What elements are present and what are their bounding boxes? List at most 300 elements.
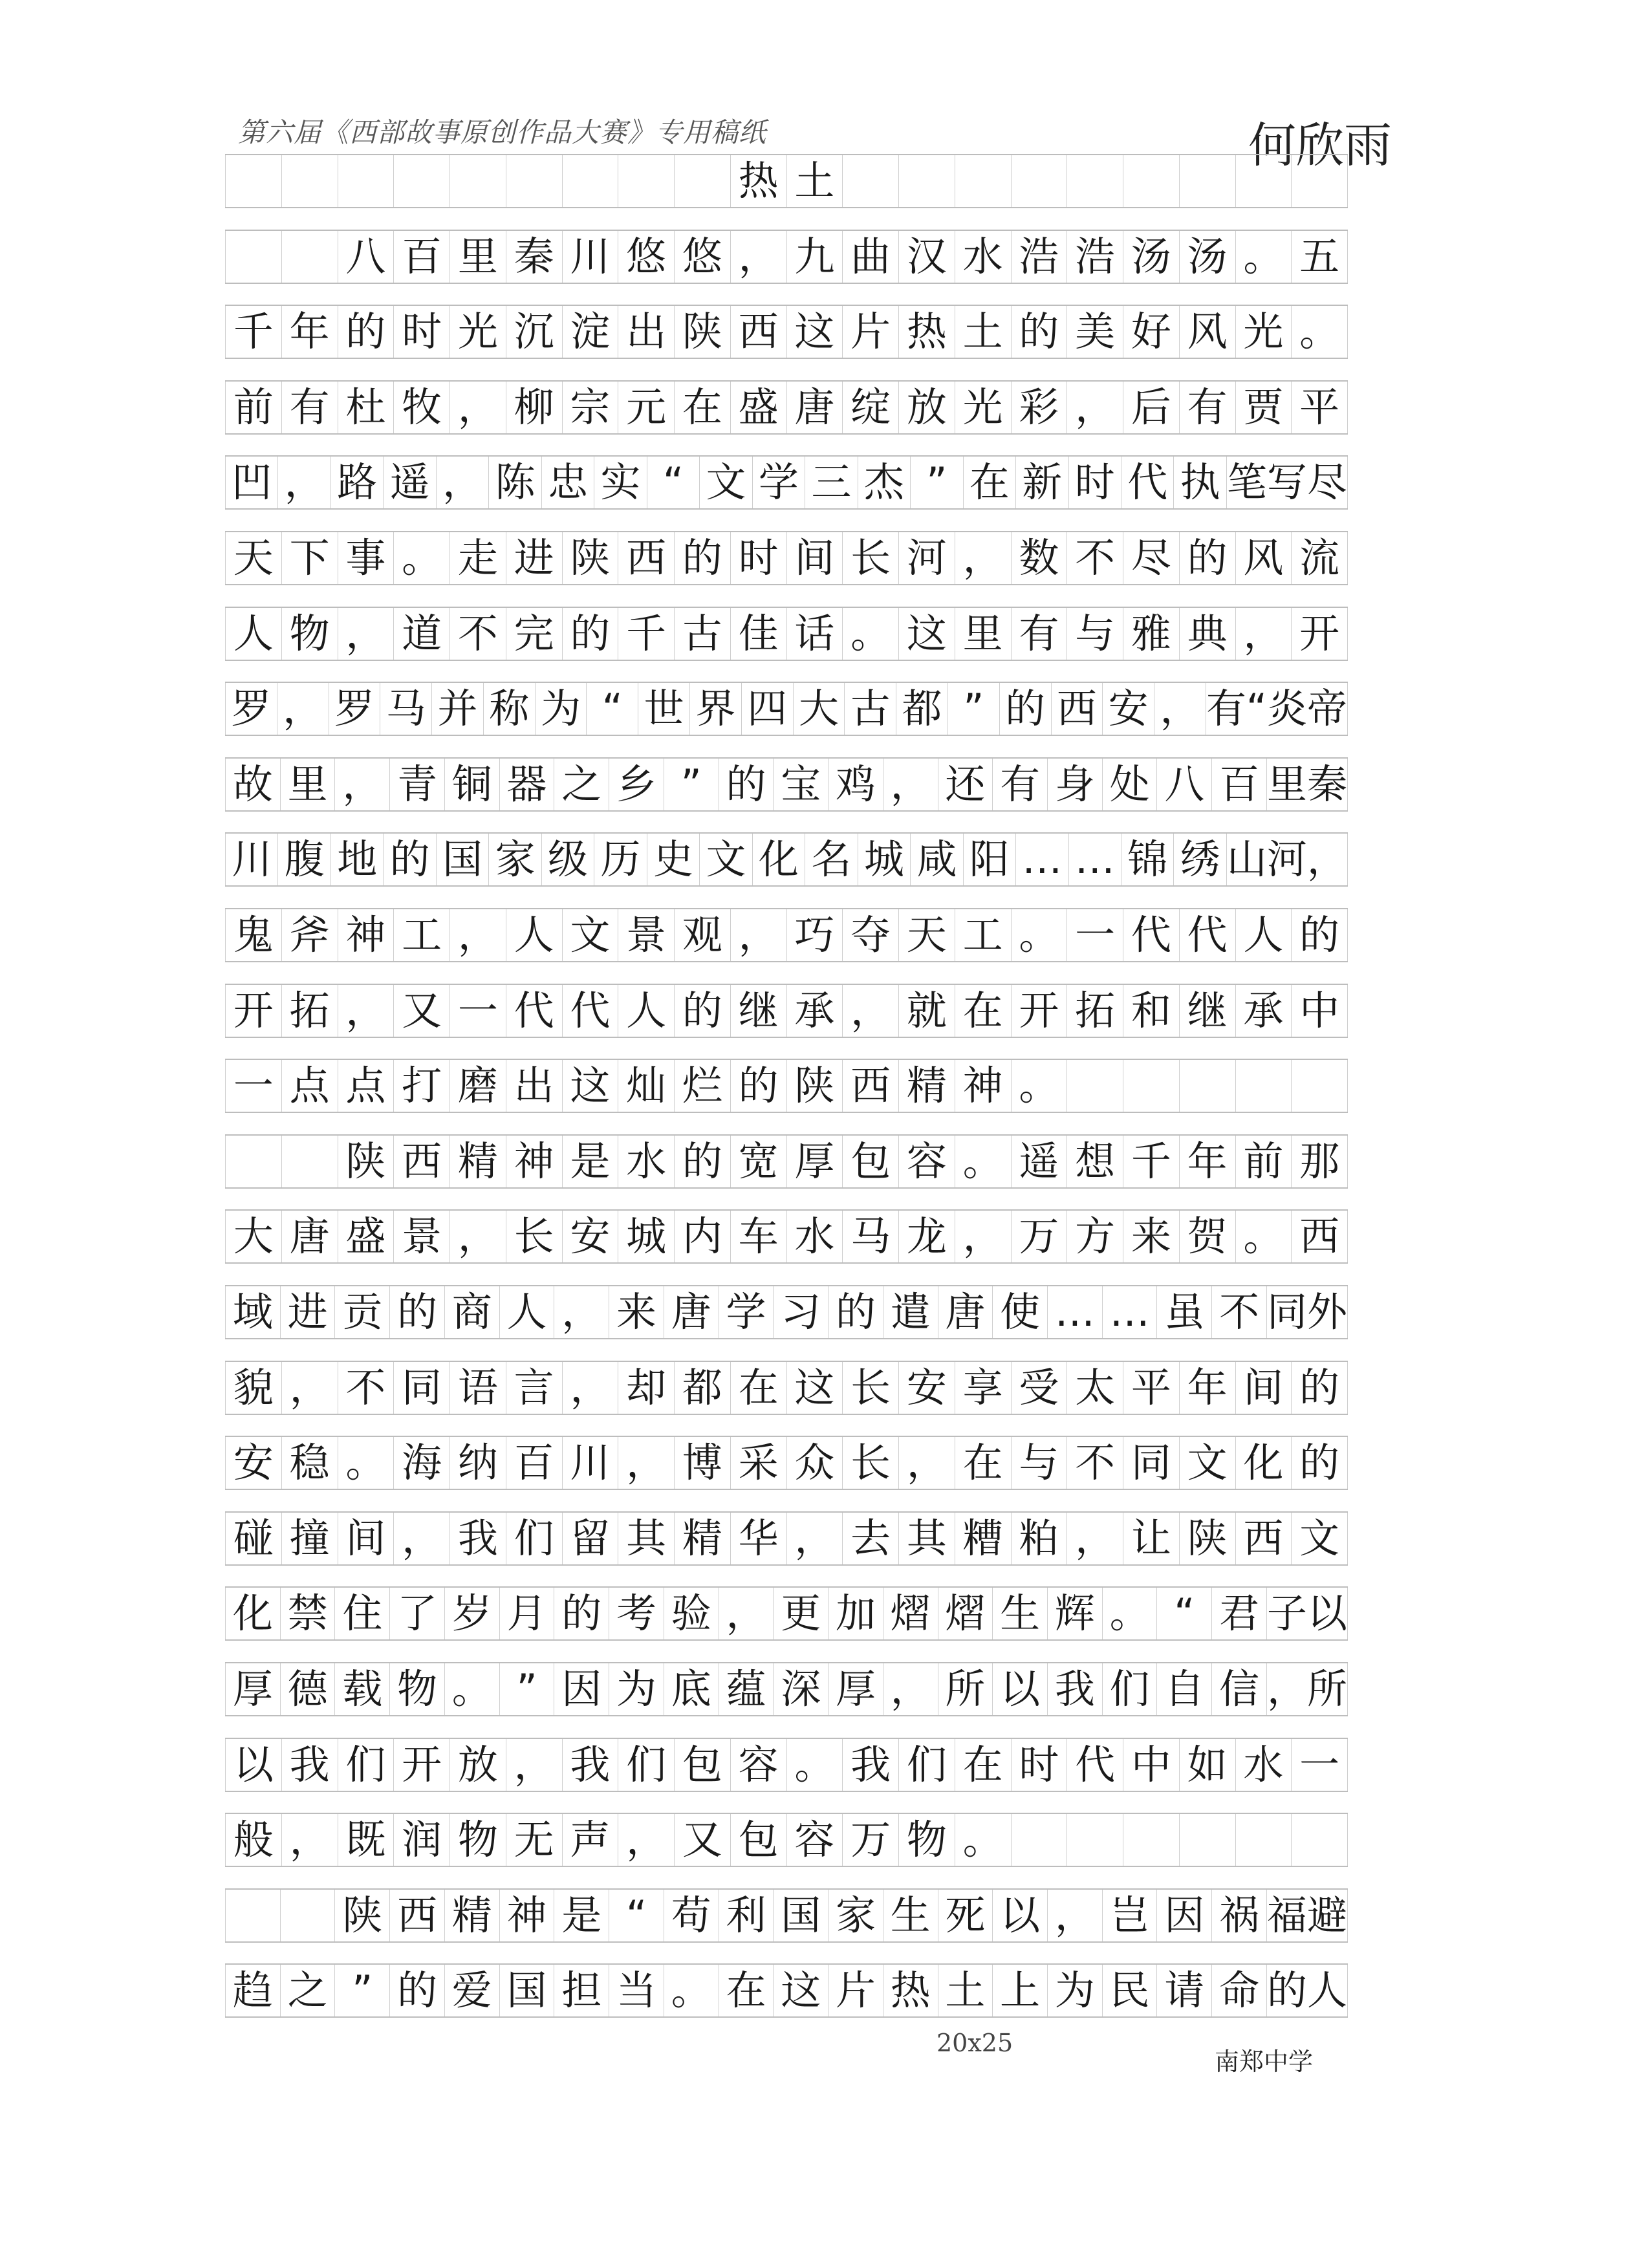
grid-cell: 热 (730, 155, 786, 207)
grid-row (225, 1436, 1348, 1490)
grid-cell: 光 (1235, 306, 1292, 358)
grid-cell: 同 (1123, 1437, 1179, 1489)
grid-cell: … (1102, 1286, 1157, 1338)
grid-cell: 西 (730, 306, 786, 358)
grid-cell: 鬼 (225, 909, 281, 961)
grid-cell: 沉 (506, 306, 562, 358)
grid-cell: 习 (773, 1286, 828, 1338)
grid-cell: 中 (1123, 1739, 1179, 1791)
grid-cell: 曲 (842, 231, 898, 283)
grid-cell: 利 (719, 1890, 774, 1941)
grid-cell: 。 (393, 532, 449, 584)
grid-cell: 绣 (1173, 834, 1226, 885)
grid-cell: 都 (674, 1362, 730, 1414)
grid-cell: 水 (955, 231, 1011, 283)
grid-row (225, 455, 1348, 510)
grid-cell: ， (730, 909, 786, 961)
grid-cell: 海 (393, 1437, 449, 1489)
grid-cell: 的 (1291, 909, 1348, 961)
grid-cell (393, 155, 449, 207)
grid-cell: ， (506, 1739, 562, 1791)
grid-cell: “ (609, 1890, 664, 1941)
grid-cell: 间 (1235, 1362, 1292, 1414)
grid-cell: 贺 (1179, 1211, 1235, 1262)
grid-cell: 声 (562, 1814, 618, 1866)
grid-cell (674, 155, 730, 207)
grid-cell: 唐 (938, 1286, 993, 1338)
grid-cell: 们 (1102, 1663, 1157, 1715)
grid-cell: 大 (225, 1211, 281, 1262)
grid-cell: 辉 (1047, 1588, 1102, 1639)
grid-row (225, 1511, 1348, 1566)
grid-cell: 级 (541, 834, 594, 885)
grid-cell: 里 (955, 608, 1011, 660)
grid-cell: 风 (1235, 532, 1292, 584)
grid-cell: 西 (389, 1890, 444, 1941)
grid-cell: … (1068, 834, 1121, 885)
grid-cell: 处 (1102, 759, 1157, 810)
grid-cell: 之 (280, 1965, 335, 2016)
grid-cell: 打 (393, 1060, 449, 1112)
grid-cell: 在 (955, 985, 1011, 1037)
grid-cell: 西 (842, 1060, 898, 1112)
grid-cell (449, 155, 506, 207)
grid-cell: 秦 (506, 231, 562, 283)
grid-row (225, 984, 1348, 1038)
grid-cell: ， (955, 1211, 1011, 1262)
grid-cell: 万 (1011, 1211, 1067, 1262)
grid-cell: 们 (898, 1739, 955, 1791)
grid-row (225, 1662, 1348, 1716)
grid-cell: 时 (1011, 1739, 1067, 1791)
grid-cell: 巧 (786, 909, 843, 961)
grid-cell: 有 (281, 382, 338, 433)
grid-cell (562, 155, 618, 207)
grid-cell: 熠 (883, 1588, 938, 1639)
grid-cell: 铜 (444, 759, 499, 810)
grid-cell: 稳 (281, 1437, 338, 1489)
grid-cell: 们 (618, 1739, 674, 1791)
grid-cell (1235, 155, 1292, 207)
grid-cell: “ (586, 683, 638, 735)
grid-cell: 是 (562, 1136, 618, 1187)
grid-cell: 去 (842, 1513, 898, 1564)
manuscript-grid (225, 154, 1348, 2020)
grid-cell: 万 (842, 1814, 898, 1866)
grid-cell: ， (883, 759, 938, 810)
grid-cell: 和 (1123, 985, 1179, 1037)
grid-cell: 安 (225, 1437, 281, 1489)
grid-cell (280, 1890, 335, 1941)
grid-cell: 物 (281, 608, 338, 660)
grid-cell: 。 (1011, 909, 1067, 961)
grid-cell: 片 (828, 1965, 883, 2016)
grid-cell: 宗 (562, 382, 618, 433)
grid-cell: 住 (334, 1588, 389, 1639)
grid-cell: 陕 (562, 532, 618, 584)
grid-cell: 物 (449, 1814, 506, 1866)
grid-cell: 物 (389, 1663, 444, 1715)
grid-cell: 包 (674, 1739, 730, 1791)
grid-row (225, 757, 1348, 812)
grid-cell: ， (1047, 1890, 1102, 1941)
grid-cell: 请 (1156, 1965, 1211, 2016)
grid-cell: 时 (730, 532, 786, 584)
grid-cell: ， (334, 759, 389, 810)
grid-cell: 汉 (898, 231, 955, 283)
grid-cell: ， (338, 608, 394, 660)
grid-cell: 的 (338, 306, 394, 358)
grid-cell: 禁 (280, 1588, 335, 1639)
grid-cell: ， (1067, 1513, 1123, 1564)
grid-cell: 龙 (898, 1211, 955, 1262)
grid-cell: 西 (1235, 1513, 1292, 1564)
grid-cell: 学 (719, 1286, 774, 1338)
grid-cell: 代 (1067, 1739, 1123, 1791)
grid-cell: 前 (1235, 1136, 1292, 1187)
grid-cell: 苟 (664, 1890, 719, 1941)
grid-cell: 九 (786, 231, 843, 283)
grid-row (225, 1963, 1348, 2018)
grid-cell: 在 (955, 1437, 1011, 1489)
grid-cell: 长 (842, 1362, 898, 1414)
grid-cell: 其 (898, 1513, 955, 1564)
grid-cell: 名 (805, 834, 857, 885)
grid-cell (1123, 1060, 1179, 1112)
grid-cell: 景 (618, 909, 674, 961)
grid-cell: 。 (338, 1437, 394, 1489)
grid-cell: 遥 (1011, 1136, 1067, 1187)
grid-cell: 贡 (334, 1286, 389, 1338)
grid-cell: 古 (674, 608, 730, 660)
grid-cell: 城 (618, 1211, 674, 1262)
grid-cell: “ (647, 457, 699, 508)
grid-cell: 神 (499, 1890, 554, 1941)
grid-cell: ， (449, 382, 506, 433)
grid-cell: 我 (281, 1739, 338, 1791)
grid-cell: 长 (842, 1437, 898, 1489)
grid-row (225, 908, 1348, 962)
grid-cell: 安 (1102, 683, 1154, 735)
grid-cell: 为 (609, 1663, 664, 1715)
grid-cell: 民 (1102, 1965, 1157, 2016)
grid-cell: 西 (393, 1136, 449, 1187)
grid-cell: 柳 (506, 382, 562, 433)
grid-cell: 遣 (883, 1286, 938, 1338)
grid-cell: 雅 (1123, 608, 1179, 660)
grid-cell: 安 (562, 1211, 618, 1262)
grid-cell: 所 (938, 1663, 993, 1715)
grid-cell: 古 (844, 683, 896, 735)
grid-cell: 光 (449, 306, 506, 358)
grid-cell: 其 (618, 1513, 674, 1564)
grid-cell: 汤 (1123, 231, 1179, 283)
grid-cell: 精 (449, 1136, 506, 1187)
grid-cell: 家 (828, 1890, 883, 1941)
grid-cell: 水 (786, 1211, 843, 1262)
grid-cell: 典 (1179, 608, 1235, 660)
grid-cell: 物 (898, 1814, 955, 1866)
grid-cell: 间 (338, 1513, 394, 1564)
grid-cell: 不 (1067, 532, 1123, 584)
grid-row (225, 1134, 1348, 1189)
grid-cell: 遥 (383, 457, 435, 508)
grid-cell: 间 (786, 532, 843, 584)
grid-cell: 化 (752, 834, 805, 885)
grid-cell: 继 (730, 985, 786, 1037)
grid-cell: 在 (719, 1965, 774, 2016)
grid-cell: 唐 (786, 382, 843, 433)
grid-cell: 文 (562, 909, 618, 961)
grid-cell: 命 (1211, 1965, 1266, 2016)
grid-cell: 上 (992, 1965, 1047, 2016)
grid-cell: 般 (225, 1814, 281, 1866)
grid-cell: 。 (1235, 1211, 1292, 1262)
grid-cell: 国 (499, 1965, 554, 2016)
grid-cell: 绽 (842, 382, 898, 433)
grid-cell: ， (281, 1814, 338, 1866)
grid-cell: ， (618, 1437, 674, 1489)
grid-cell: 众 (786, 1437, 843, 1489)
grid-cell: 不 (338, 1362, 394, 1414)
grid-cell: 佳 (730, 608, 786, 660)
grid-cell: 陕 (334, 1890, 389, 1941)
grid-cell: 福避 (1266, 1890, 1348, 1941)
grid-cell: 界 (689, 683, 741, 735)
grid-cell: 。 (786, 1739, 843, 1791)
grid-cell: 千 (1123, 1136, 1179, 1187)
grid-cell: 片 (842, 306, 898, 358)
grid-cell: ， (1235, 608, 1292, 660)
grid-cell: 月 (499, 1588, 554, 1639)
grid-cell: 长 (842, 532, 898, 584)
grid-cell: 八 (1156, 759, 1211, 810)
grid-cell: 的人 (1266, 1965, 1348, 2016)
grid-row (225, 380, 1348, 435)
grid-cell (842, 155, 898, 207)
grid-cell: 。 (955, 1136, 1011, 1187)
grid-cell: 们 (506, 1513, 562, 1564)
grid-cell: 西 (1291, 1211, 1348, 1262)
grid-cell: 化 (225, 1588, 280, 1639)
grid-cell: 粕 (1011, 1513, 1067, 1564)
grid-cell: 的 (1179, 532, 1235, 584)
grid-cell: 烂 (674, 1060, 730, 1112)
grid-cell: 夺 (842, 909, 898, 961)
grid-cell: 同外 (1266, 1286, 1348, 1338)
grid-cell: 百 (1211, 759, 1266, 810)
grid-cell: 浩 (1011, 231, 1067, 283)
grid-cell: ， (842, 985, 898, 1037)
grid-cell: 担 (554, 1965, 609, 2016)
grid-cell: 在 (963, 457, 1015, 508)
grid-cell (281, 155, 338, 207)
grid-cell: ， (449, 1211, 506, 1262)
grid-cell: 称 (483, 683, 535, 735)
grid-cell: ， (436, 457, 488, 508)
grid-cell: 受 (1011, 1362, 1067, 1414)
grid-cell: 年 (1179, 1136, 1235, 1187)
grid-cell: 下 (281, 532, 338, 584)
grid-row (225, 1813, 1348, 1867)
grid-cell: 后 (1123, 382, 1179, 433)
grid-cell: 陕 (1179, 1513, 1235, 1564)
grid-cell: 想 (1067, 1136, 1123, 1187)
grid-cell: 在 (674, 382, 730, 433)
grid-cell: 前 (225, 382, 281, 433)
grid-cell: 年 (1179, 1362, 1235, 1414)
grid-cell: 完 (506, 608, 562, 660)
grid-cell: 拓 (281, 985, 338, 1037)
grid-cell: 的 (1011, 306, 1067, 358)
grid-cell: 历 (594, 834, 646, 885)
grid-cell: 淀 (562, 306, 618, 358)
grid-cell: 川 (225, 834, 277, 885)
grid-cell: 。 (955, 1814, 1011, 1866)
grid-cell: 进 (280, 1286, 335, 1338)
grid-cell (1235, 1814, 1292, 1866)
grid-cell: ， (338, 985, 394, 1037)
grid-cell: ， (955, 532, 1011, 584)
grid-cell: 笔写尽 (1226, 457, 1348, 508)
grid-cell: 之 (554, 759, 609, 810)
grid-cell: 水 (618, 1136, 674, 1187)
grid-cell: 陕 (338, 1136, 394, 1187)
grid-cell: 的 (674, 532, 730, 584)
grid-cell (1067, 155, 1123, 207)
grid-cell: 罗 (329, 683, 380, 735)
grid-cell: 以 (992, 1890, 1047, 1941)
grid-cell: 观 (674, 909, 730, 961)
grid-cell (1067, 1814, 1123, 1866)
grid-cell: 华 (730, 1513, 786, 1564)
grid-cell: 底 (664, 1663, 719, 1715)
grid-cell (618, 155, 674, 207)
grid-cell: 好 (1123, 306, 1179, 358)
grid-cell: 神 (955, 1060, 1011, 1112)
grid-cell: 让 (1123, 1513, 1179, 1564)
grid-cell: 中 (1291, 985, 1348, 1037)
grid-cell: 陕 (786, 1060, 843, 1112)
grid-cell: 化 (1235, 1437, 1292, 1489)
grid-cell: 蕴 (719, 1663, 774, 1715)
grid-cell: 开 (1291, 608, 1348, 660)
grid-cell (1179, 1060, 1235, 1112)
grid-cell (1291, 155, 1348, 207)
grid-cell: 地 (330, 834, 383, 885)
grid-cell: 千 (225, 306, 281, 358)
grid-cell: 实 (594, 457, 646, 508)
grid-cell (281, 1136, 338, 1187)
grid-cell (1067, 1060, 1123, 1112)
grid-cell: 享 (955, 1362, 1011, 1414)
grid-cell (1123, 1814, 1179, 1866)
grid-cell: 与 (1011, 1437, 1067, 1489)
grid-cell (506, 155, 562, 207)
grid-cell: 故 (225, 759, 280, 810)
grid-cell: 包 (842, 1136, 898, 1187)
grid-cell: 斧 (281, 909, 338, 961)
grid-cell: 这 (786, 1362, 843, 1414)
grid-cell: 水 (1235, 1739, 1292, 1791)
grid-cell: 是 (554, 1890, 609, 1941)
paper-header: 第六届《西部故事原创作品大赛》专用稿纸 (238, 116, 767, 148)
grid-cell: 百 (506, 1437, 562, 1489)
grid-cell: ” (664, 759, 719, 810)
grid-cell: 咸 (910, 834, 962, 885)
grid-cell: 话 (786, 608, 843, 660)
grid-cell: 贾 (1235, 382, 1292, 433)
grid-row (225, 607, 1348, 661)
grid-cell: 进 (506, 532, 562, 584)
grid-cell: 精 (444, 1890, 499, 1941)
grid-cell: 。 (842, 608, 898, 660)
grid-cell: 不 (449, 608, 506, 660)
grid-cell: 代 (1179, 909, 1235, 961)
grid-cell: 内 (674, 1211, 730, 1262)
grid-cell: 语 (449, 1362, 506, 1414)
grid-cell: 生 (883, 1890, 938, 1941)
grid-cell (225, 155, 281, 207)
grid-cell: 熠 (938, 1588, 993, 1639)
grid-cell: 为 (535, 683, 587, 735)
grid-cell: 。 (444, 1663, 499, 1715)
grid-cell: ” (947, 683, 999, 735)
grid-cell: 容 (898, 1136, 955, 1187)
grid-cell: 人 (618, 985, 674, 1037)
grid-row (225, 1586, 1348, 1641)
grid-cell: 代 (1121, 457, 1173, 508)
grid-cell: 新 (1015, 457, 1068, 508)
grid-cell: 为 (1047, 1965, 1102, 2016)
grid-cell: 就 (898, 985, 955, 1037)
grid-cell: ， (393, 1513, 449, 1564)
grid-cell: 国 (773, 1890, 828, 1941)
grid-cell: 学 (752, 457, 805, 508)
grid-cell: 这 (562, 1060, 618, 1112)
grid-cell: 土 (955, 306, 1011, 358)
grid-cell (225, 1890, 280, 1941)
grid-cell: 阳 (963, 834, 1015, 885)
grid-cell: 风 (1179, 306, 1235, 358)
grid-cell: 家 (488, 834, 541, 885)
grid-cell: 在 (955, 1739, 1011, 1791)
grid-cell: 有 (1011, 608, 1067, 660)
grid-cell: 汤 (1179, 231, 1235, 283)
grid-cell: 厚 (786, 1136, 843, 1187)
grid-cell: 事 (338, 532, 394, 584)
grid-cell: 的 (554, 1588, 609, 1639)
grid-cell: 宝 (773, 759, 828, 810)
grid-cell: 的 (674, 985, 730, 1037)
grid-cell: 热 (883, 1965, 938, 2016)
grid-cell (1179, 155, 1235, 207)
grid-cell: 厚 (828, 1663, 883, 1715)
grid-cell: 死 (938, 1890, 993, 1941)
grid-cell: 放 (449, 1739, 506, 1791)
grid-cell: 这 (786, 306, 843, 358)
grid-cell: 的 (562, 608, 618, 660)
grid-cell: 川 (562, 231, 618, 283)
grid-row (225, 1209, 1348, 1264)
grid-cell: 马 (842, 1211, 898, 1262)
grid-row (225, 832, 1348, 887)
grid-cell (338, 155, 394, 207)
grid-cell (955, 155, 1011, 207)
grid-cell (1235, 1060, 1292, 1112)
grid-cell: ， (281, 1362, 338, 1414)
grid-cell: 文 (699, 457, 752, 508)
